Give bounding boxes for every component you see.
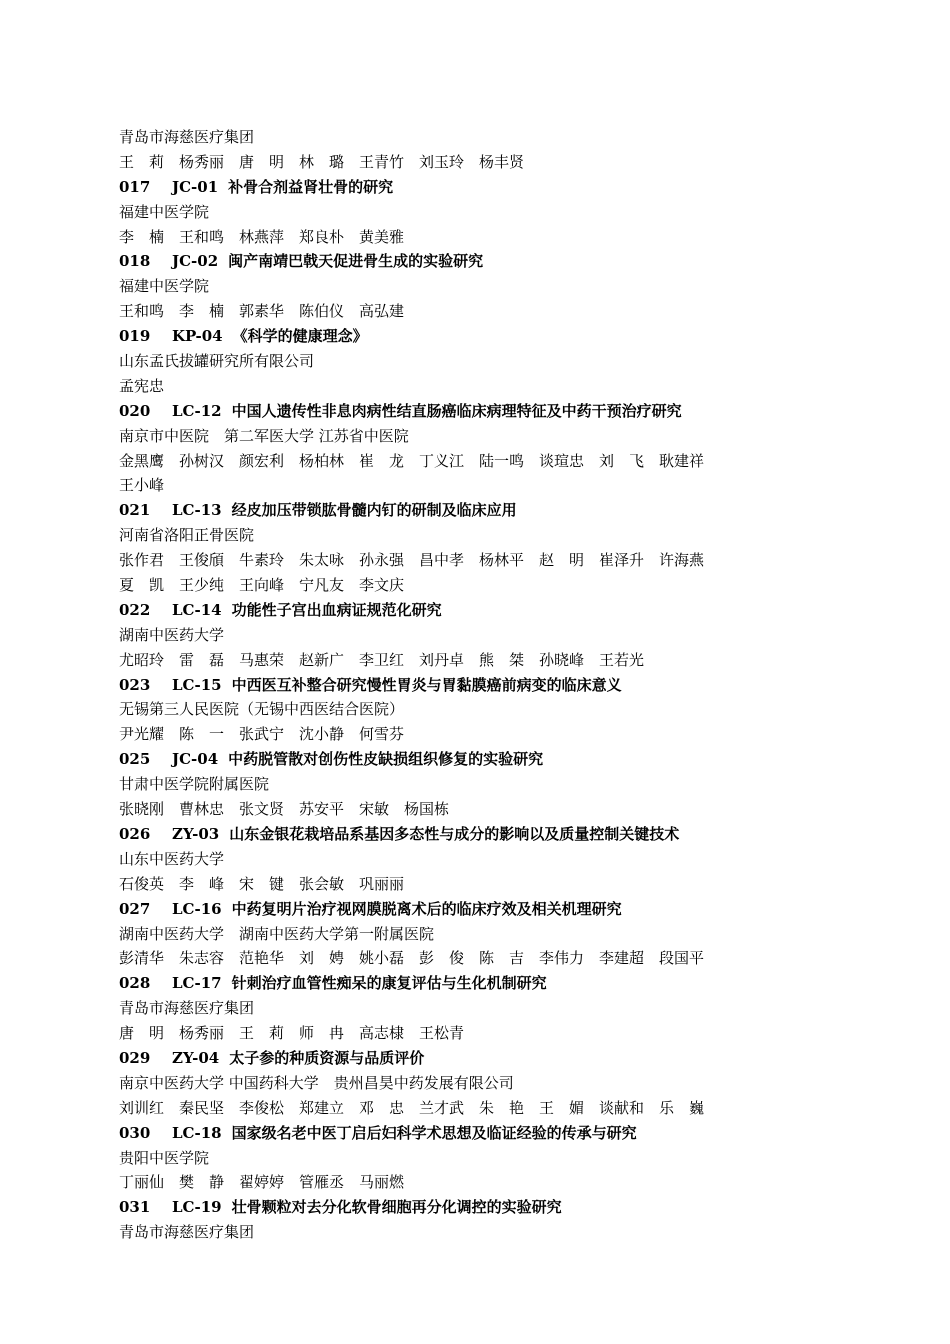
text-line: 尹光耀 陈 一 张武宁 沈小静 何雪芬	[119, 725, 405, 744]
project-title-line	[119, 324, 879, 349]
text-line: 南京市中医院 第二军医大学 江苏省中医院	[119, 426, 409, 445]
project-number: 021	[119, 501, 151, 520]
text-line: 湖南中医药大学	[119, 625, 225, 644]
project-title: 太子参的种质资源与品质评价	[229, 1048, 425, 1067]
text-line: 山东中医药大学	[119, 849, 225, 868]
text-line: 甘肃中医学院附属医院	[119, 775, 270, 794]
text-line: 无锡第三人民医院（无锡中西医结合医院）	[119, 700, 405, 719]
project-code: LC-13	[172, 501, 222, 520]
text-line: 河南省洛阳正骨医院	[119, 526, 255, 545]
project-number: 022	[119, 600, 151, 619]
text-line: 青岛市海慈医疗集团	[119, 128, 255, 146]
project-title-line	[119, 897, 879, 922]
project-title: 中国人遗传性非息肉病性结直肠癌临床病理特征及中药干预治疗研究	[231, 401, 682, 420]
text-line: 张晓刚 曹林忠 张文贤 苏安平 宋敏 杨国栋	[119, 800, 450, 819]
text-line: 青岛市海慈医疗集团	[119, 999, 255, 1018]
project-title-line	[119, 747, 879, 772]
project-title-line	[119, 1195, 879, 1220]
project-code: KP-04	[172, 327, 223, 346]
project-number: 027	[119, 899, 151, 918]
text-line: 夏 凯 王少纯 王向峰 宁凡友 李文庆	[119, 576, 405, 595]
project-code: LC-16	[172, 899, 222, 918]
project-title: 中药复明片治疗视网膜脱离术后的临床疗效及相关机理研究	[231, 899, 622, 918]
project-code: JC-02	[172, 252, 219, 271]
project-title-line	[119, 175, 879, 200]
project-number: 028	[119, 974, 151, 993]
project-number: 018	[119, 252, 151, 271]
text-line: 王和鸣 李 楠 郭素华 陈伯仪 高弘建	[119, 302, 405, 321]
project-number: 025	[119, 750, 151, 769]
project-number: 030	[119, 1123, 151, 1142]
project-title: 中药脱管散对创伤性皮缺损组织修复的实验研究	[228, 750, 544, 769]
project-title: 《科学的健康理念》	[232, 327, 368, 346]
project-title: 山东金银花栽培品系基因多态性与成分的影响以及质量控制关键技术	[229, 824, 680, 843]
project-title: 补骨合剂益肾壮骨的研究	[228, 177, 394, 196]
text-line: 贵阳中医学院	[119, 1148, 210, 1167]
project-code: JC-01	[172, 177, 219, 196]
project-code: LC-17	[172, 974, 222, 993]
project-title: 针刺治疗血管性痴呆的康复评估与生化机制研究	[231, 974, 547, 993]
text-line: 石俊英 李 峰 宋 键 张会敏 巩丽丽	[119, 874, 405, 893]
project-code: ZY-03	[172, 824, 220, 843]
document-body	[119, 125, 879, 1245]
project-title-line	[119, 399, 879, 424]
text-line: 丁丽仙 樊 静 翟婷婷 管雁丞 马丽燃	[119, 1173, 405, 1192]
project-title-line	[119, 498, 879, 523]
project-title-line	[119, 1046, 879, 1071]
project-title: 中西医互补整合研究慢性胃炎与胃黏膜癌前病变的临床意义	[231, 675, 622, 694]
project-code: LC-12	[172, 401, 222, 420]
project-title-line	[119, 673, 879, 698]
text-line: 山东孟氏拔罐研究所有限公司	[119, 352, 315, 371]
project-title: 壮骨颗粒对去分化软骨细胞再分化调控的实验研究	[231, 1198, 562, 1217]
text-line: 王小峰	[119, 476, 165, 495]
project-code: LC-18	[172, 1123, 222, 1142]
project-title: 经皮加压带锁肱骨髓内钉的研制及临床应用	[231, 501, 517, 520]
project-number: 023	[119, 675, 151, 694]
project-number: 031	[119, 1198, 151, 1217]
project-number: 029	[119, 1048, 151, 1067]
project-number: 020	[119, 401, 151, 420]
text-line: 福建中医学院	[119, 202, 210, 221]
project-code: JC-04	[172, 750, 219, 769]
text-line: 湖南中医药大学 湖南中医药大学第一附属医院	[119, 924, 435, 943]
project-code: ZY-04	[172, 1048, 220, 1067]
project-number: 017	[119, 177, 151, 196]
project-title: 功能性子宫出血病证规范化研究	[231, 600, 442, 619]
text-line: 王 莉 杨秀丽 唐 明 林 璐 王青竹 刘玉玲 杨丰贤	[119, 152, 525, 171]
text-line: 南京中医药大学 中国药科大学 贵州昌昊中药发展有限公司	[119, 1073, 514, 1092]
project-number: 019	[119, 327, 151, 346]
project-title-line	[119, 822, 879, 847]
project-code: LC-14	[172, 600, 222, 619]
project-code: LC-19	[172, 1198, 222, 1217]
text-line: 青岛市海慈医疗集团	[119, 1223, 255, 1242]
text-line: 孟宪忠	[119, 376, 165, 395]
text-line: 彭清华 朱志容 范艳华 刘 娉 姚小磊 彭 俊 陈 吉 李伟力 李建超 段国平	[119, 949, 705, 968]
text-line: 唐 明 杨秀丽 王 莉 师 冉 高志棣 王松青	[119, 1024, 465, 1043]
project-title-line	[119, 1121, 879, 1146]
text-line: 刘训红 秦民坚 李俊松 郑建立 邓 忠 兰才武 朱 艳 王 媚 谈献和 乐 巍	[119, 1098, 705, 1117]
project-number: 026	[119, 824, 151, 843]
text-line: 张作君 王俊頎 牛素玲 朱太咏 孙永强 昌中孝 杨林平 赵 明 崔泽升 许海燕	[119, 551, 705, 570]
project-title-line	[119, 971, 879, 996]
project-title: 国家级名老中医丁启后妇科学术思想及临证经验的传承与研究	[231, 1123, 637, 1142]
text-line: 福建中医学院	[119, 277, 210, 296]
project-title: 闽产南靖巴戟天促进骨生成的实验研究	[228, 252, 484, 271]
project-code: LC-15	[172, 675, 222, 694]
project-title-line	[119, 598, 879, 623]
text-line: 李 楠 王和鸣 林燕萍 郑良朴 黄美雅	[119, 227, 405, 246]
text-line: 尤昭玲 雷 磊 马惠荣 赵新广 李卫红 刘丹卓 熊 桀 孙晓峰 王若光	[119, 650, 645, 669]
text-line: 金黑鹰 孙树汉 颜宏利 杨柏林 崔 龙 丁义江 陆一鸣 谈瑄忠 刘 飞 耿建祥	[119, 451, 705, 470]
project-title-line	[119, 249, 879, 274]
